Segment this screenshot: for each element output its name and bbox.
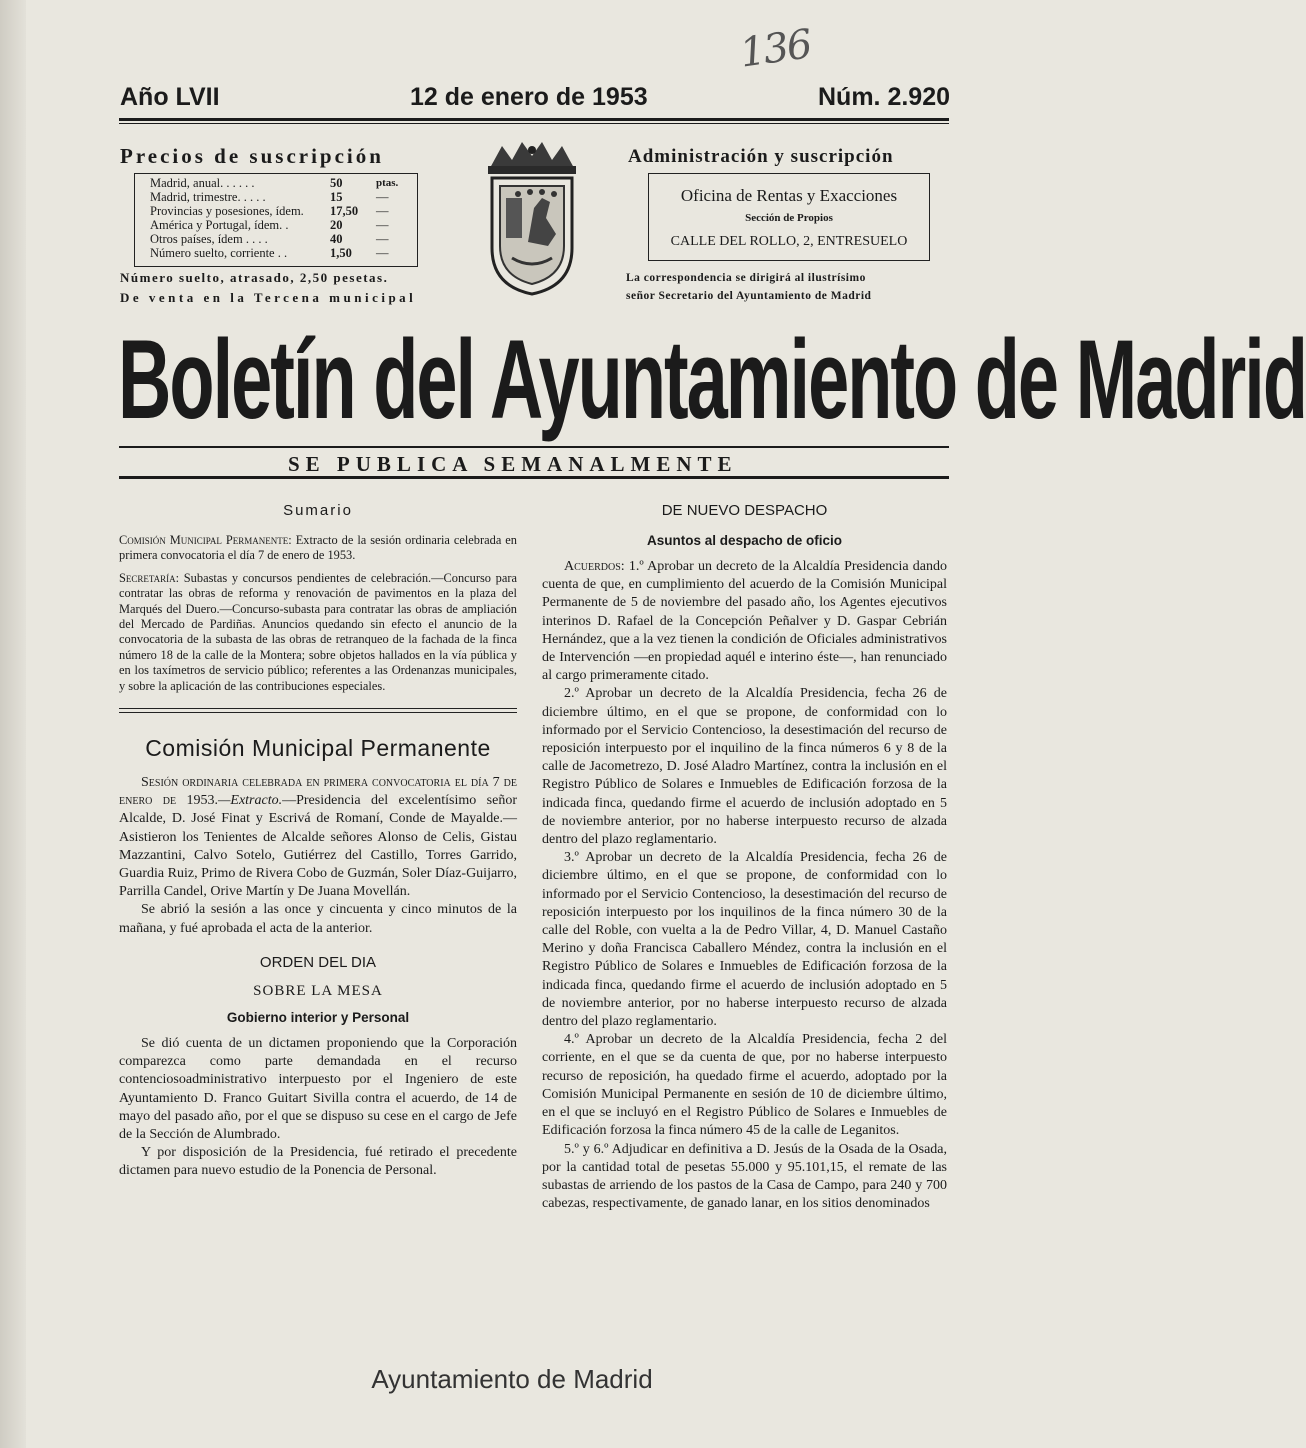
agreement-paragraph: 4.º Aprobar un decreto de la Alcaldía Presidencia, fecha 2 del corriente, en el que se da cuenta de que, por no haberse interpuesto recurso de reposición, ha quedado firme el acuerdo, adoptado por la Comisión Municipal Permanente en sesión de 10 de diciembre último, en el que se incluyó en el Registro Público de Solares e Inmuebles de Edificación forzosa la finca número 45 de la calle de Leganitos. (542, 1032, 947, 1139)
summary-paragraph (119, 533, 517, 564)
ditto-mark: — (376, 204, 389, 218)
agreement-text: : 1.º Aprobar un decreto de la Alcaldía Presidencia dando cuenta de que, en cumplimiento del acuerdo de la Comisión Municipal Permanente de 5 de noviembre del pasado año, los Agentes ejecutivos interinos D. Rafael de la Concepción Peñalver y D. Gaspar Cebrián Hernández, que a la vez tienen la condición de Oficiales administrativos de Intervención —en propiedad aquél e interino éste—, han renunciado al cargo primeramente citado. (542, 559, 947, 684)
office-address: CALLE DEL ROLLO, 2, ENTRESUELO (670, 234, 908, 249)
summary-lead: Comisión Municipal Permanente (119, 533, 289, 547)
session-extract: —Extracto. (217, 793, 283, 809)
new-dispatch-heading: DE NUEVO DESPACHO (661, 502, 828, 519)
subscription-price: 17,50 (330, 204, 359, 218)
madrid-coat-of-arms-icon (472, 138, 592, 298)
issue-number: Núm. 2.920 (818, 83, 951, 111)
subscription-row (150, 176, 406, 190)
subscription-label: Número suelto, corriente . . (150, 246, 288, 260)
subscription-price: 20 (330, 218, 343, 232)
sale-point: De venta en la Tercena municipal (120, 290, 417, 305)
subscription-label: Madrid, trimestre. . . . . (150, 190, 266, 204)
office-section: Sección de Propios (745, 212, 833, 224)
dispatch-subheading: Asuntos al despacho de oficio (646, 533, 843, 548)
subscription-label: América y Portugal, ídem. . (150, 218, 289, 232)
administration-box (648, 173, 930, 261)
handwritten-page-number: 136 (737, 21, 814, 77)
subscription-row (150, 218, 406, 232)
session-text: —Presidencia del excelentísimo señor Alcalde, D. José Finat y Escrivá de Romaní, Conde de Mayalde.—Asistieron los Tenientes de Alcalde señores Alonso de Celis, Gistau Mazzantini, Calvo Sotelo, Gutiérrez del Castillo, Torres Garrido, Guardia Ruiz, Primo de Rivera Cobo de Guzmán, Soler Díaz-Guijarro, Parrilla Candel, Orive Martín y De Juana Movellán. (119, 793, 517, 900)
subscription-price: 1,50 (330, 246, 352, 260)
office-name: Oficina de Rentas y Exacciones (680, 186, 898, 205)
ditto-mark: — (376, 218, 389, 232)
agenda-paragraph: Y por disposición de la Presidencia, fué retirado el precedente dictamen para nuevo estudio de la Ponencia de Personal. (119, 1145, 517, 1179)
frequency-rule (119, 476, 949, 479)
summary-lead: Secretaría (119, 570, 176, 585)
order-of-day-heading: ORDEN DEL DIA (259, 953, 377, 971)
header-rule (119, 118, 949, 121)
agreement-paragraph: 2.º Aprobar un decreto de la Alcaldía Presidencia, fecha 26 de diciembre último, en el que se propone, de conformidad con lo informado por el Servicio Contencioso, la desestimación del recurso de reposición interpuesto por el inquilino de la finca números 6 y 8 de la calle de Jacometrezo, D. José Aladro Martínez, contra la inclusión en el Registro Público de Solares e Inmuebles de Edificación forzosa de la indicada finca, quedando firme el acuerdo de inclusión adoptado en 5 de noviembre anterior, por no haberse interpuesto recurso de alzada dentro del plazo reglamentario. (542, 686, 947, 848)
summary-paragraph (119, 571, 517, 694)
agreements-lead: Acuerdos (564, 559, 621, 574)
ditto-mark: — (376, 190, 389, 204)
subscription-unit: ptas. (376, 177, 399, 189)
section-divider (119, 708, 517, 713)
summary-text: : Subastas y concursos pendientes de celebración.—Concurso para contratar las obras de reforma y renovación de pavimentos en la plaza del Marqués del Duero.—Concurso-subasta para contratar las obras de ampliación del Mercado de Pardiñas. Anuncios quedando sin efecto el anuncio de la convocatoria de la subasta de las obras de retranqueo de la fachada de la finca número 18 de la calle de la Montera; sobre objetos hallados en la vía pública y en los taxímetros de servicio público; referentes a las Ordenanzas municipales, y sobre la aplicación de las contribuciones especiales. (119, 570, 517, 693)
issue-year: Año LVII (120, 83, 220, 111)
subscription-price: 40 (330, 232, 343, 246)
publication-frequency: SE PUBLICA SEMANALMENTE (288, 452, 738, 476)
masthead-rule (119, 446, 949, 448)
header-rule-thin (119, 123, 949, 124)
subscription-label: Otros países, ídem . . . . (150, 232, 268, 246)
summary-text: : Extracto de la sesión ordinaria celebrada en primera convocatoria el día 7 de enero de 1953. (119, 533, 517, 563)
subscription-row (150, 246, 406, 260)
session-opening: Se abrió la sesión a las once y cincuenta y cinco minutos de la mañana, y fué aprobada el acta de la anterior. (119, 902, 517, 936)
page-edge (0, 0, 26, 1448)
subscription-row (150, 204, 406, 218)
correspondence-note-2: señor Secretario del Ayuntamiento de Madrid (626, 290, 872, 302)
on-table-heading: SOBRE LA MESA (253, 982, 383, 999)
agreement-paragraph (542, 558, 947, 685)
left-column (119, 494, 517, 1181)
agreement-paragraph: 3.º Aprobar un decreto de la Alcaldía Presidencia, fecha 26 de diciembre último, en el que se propone, de conformidad con lo informado por el Servicio Contencioso, la desestimación del recurso de reposición interpuesto por los inquilinos de la finca número 30 de la calle del Roble, con vuelta a la de Pedro Villar, 4, D. Manuel Castaño Merino y doña Francisca Caballero Méndez, contra la inclusión en el Registro Público de Solares e Inmuebles de Edificación forzosa de la indicada finca, quedando firme el acuerdo de inclusión adoptado en 5 de noviembre anterior, por no haberse interpuesto recurso de alzada dentro del plazo reglamentario. (542, 850, 947, 1030)
ditto-mark: — (376, 232, 389, 246)
summary-title: Sumario (283, 502, 353, 519)
session-paragraph (119, 774, 517, 901)
right-column (542, 494, 947, 1213)
subscription-title: Precios de suscripción (120, 144, 384, 168)
correspondence-note-1: La correspondencia se dirigirá al ilustrísimo (626, 272, 866, 284)
masthead-title: Boletín del Ayuntamiento de Madrid (118, 317, 1306, 442)
agenda-paragraph: Se dió cuenta de un dictamen proponiendo que la Corporación comparezca como parte demandada en el recurso contenciosoadministrativo interpuesto por el Ingeniero de este Ayuntamiento D. Franco Guitart Sivilla contra el acuerdo, de 14 de mayo del pasado año, por el que se dispuso su cese en el cargo de Jefe de la Sección de Alumbrado. (119, 1035, 517, 1142)
archive-watermark: Ayuntamiento de Madrid (371, 1364, 653, 1394)
subscription-price: 50 (330, 176, 343, 190)
masthead-wrapper (118, 317, 1306, 442)
agreement-paragraph: 5.º y 6.º Adjudicar en definitiva a D. Jesús de la Osada de la Osada, por la cantidad total de pesetas 55.000 y 95.101,15, el remate de las subastas de arriendo de los pastos de la Casa de Campo, para 240 y 700 cabezas, respectivamente, de ganado lanar, en los sitios denominados (542, 1141, 947, 1212)
session-lead: Sesión ordinaria celebrada en primera convocatoria el día 7 de enero de 1953. (119, 775, 517, 809)
back-issue-price: Número suelto, atrasado, 2,50 pesetas. (120, 270, 389, 285)
commission-title: Comisión Municipal Permanente (145, 735, 491, 762)
ditto-mark: — (376, 246, 389, 260)
issue-date: 12 de enero de 1953 (410, 83, 648, 111)
subscription-row (150, 232, 406, 246)
subscription-price: 15 (330, 190, 343, 204)
administration-title: Administración y suscripción (628, 146, 894, 167)
internal-government-heading: Gobierno interior y Personal (226, 1009, 410, 1025)
subscription-row (150, 190, 406, 204)
subscription-label: Provincias y posesiones, ídem. (150, 204, 304, 218)
subscription-table (150, 176, 406, 260)
subscription-label: Madrid, anual. . . . . . (150, 176, 255, 190)
